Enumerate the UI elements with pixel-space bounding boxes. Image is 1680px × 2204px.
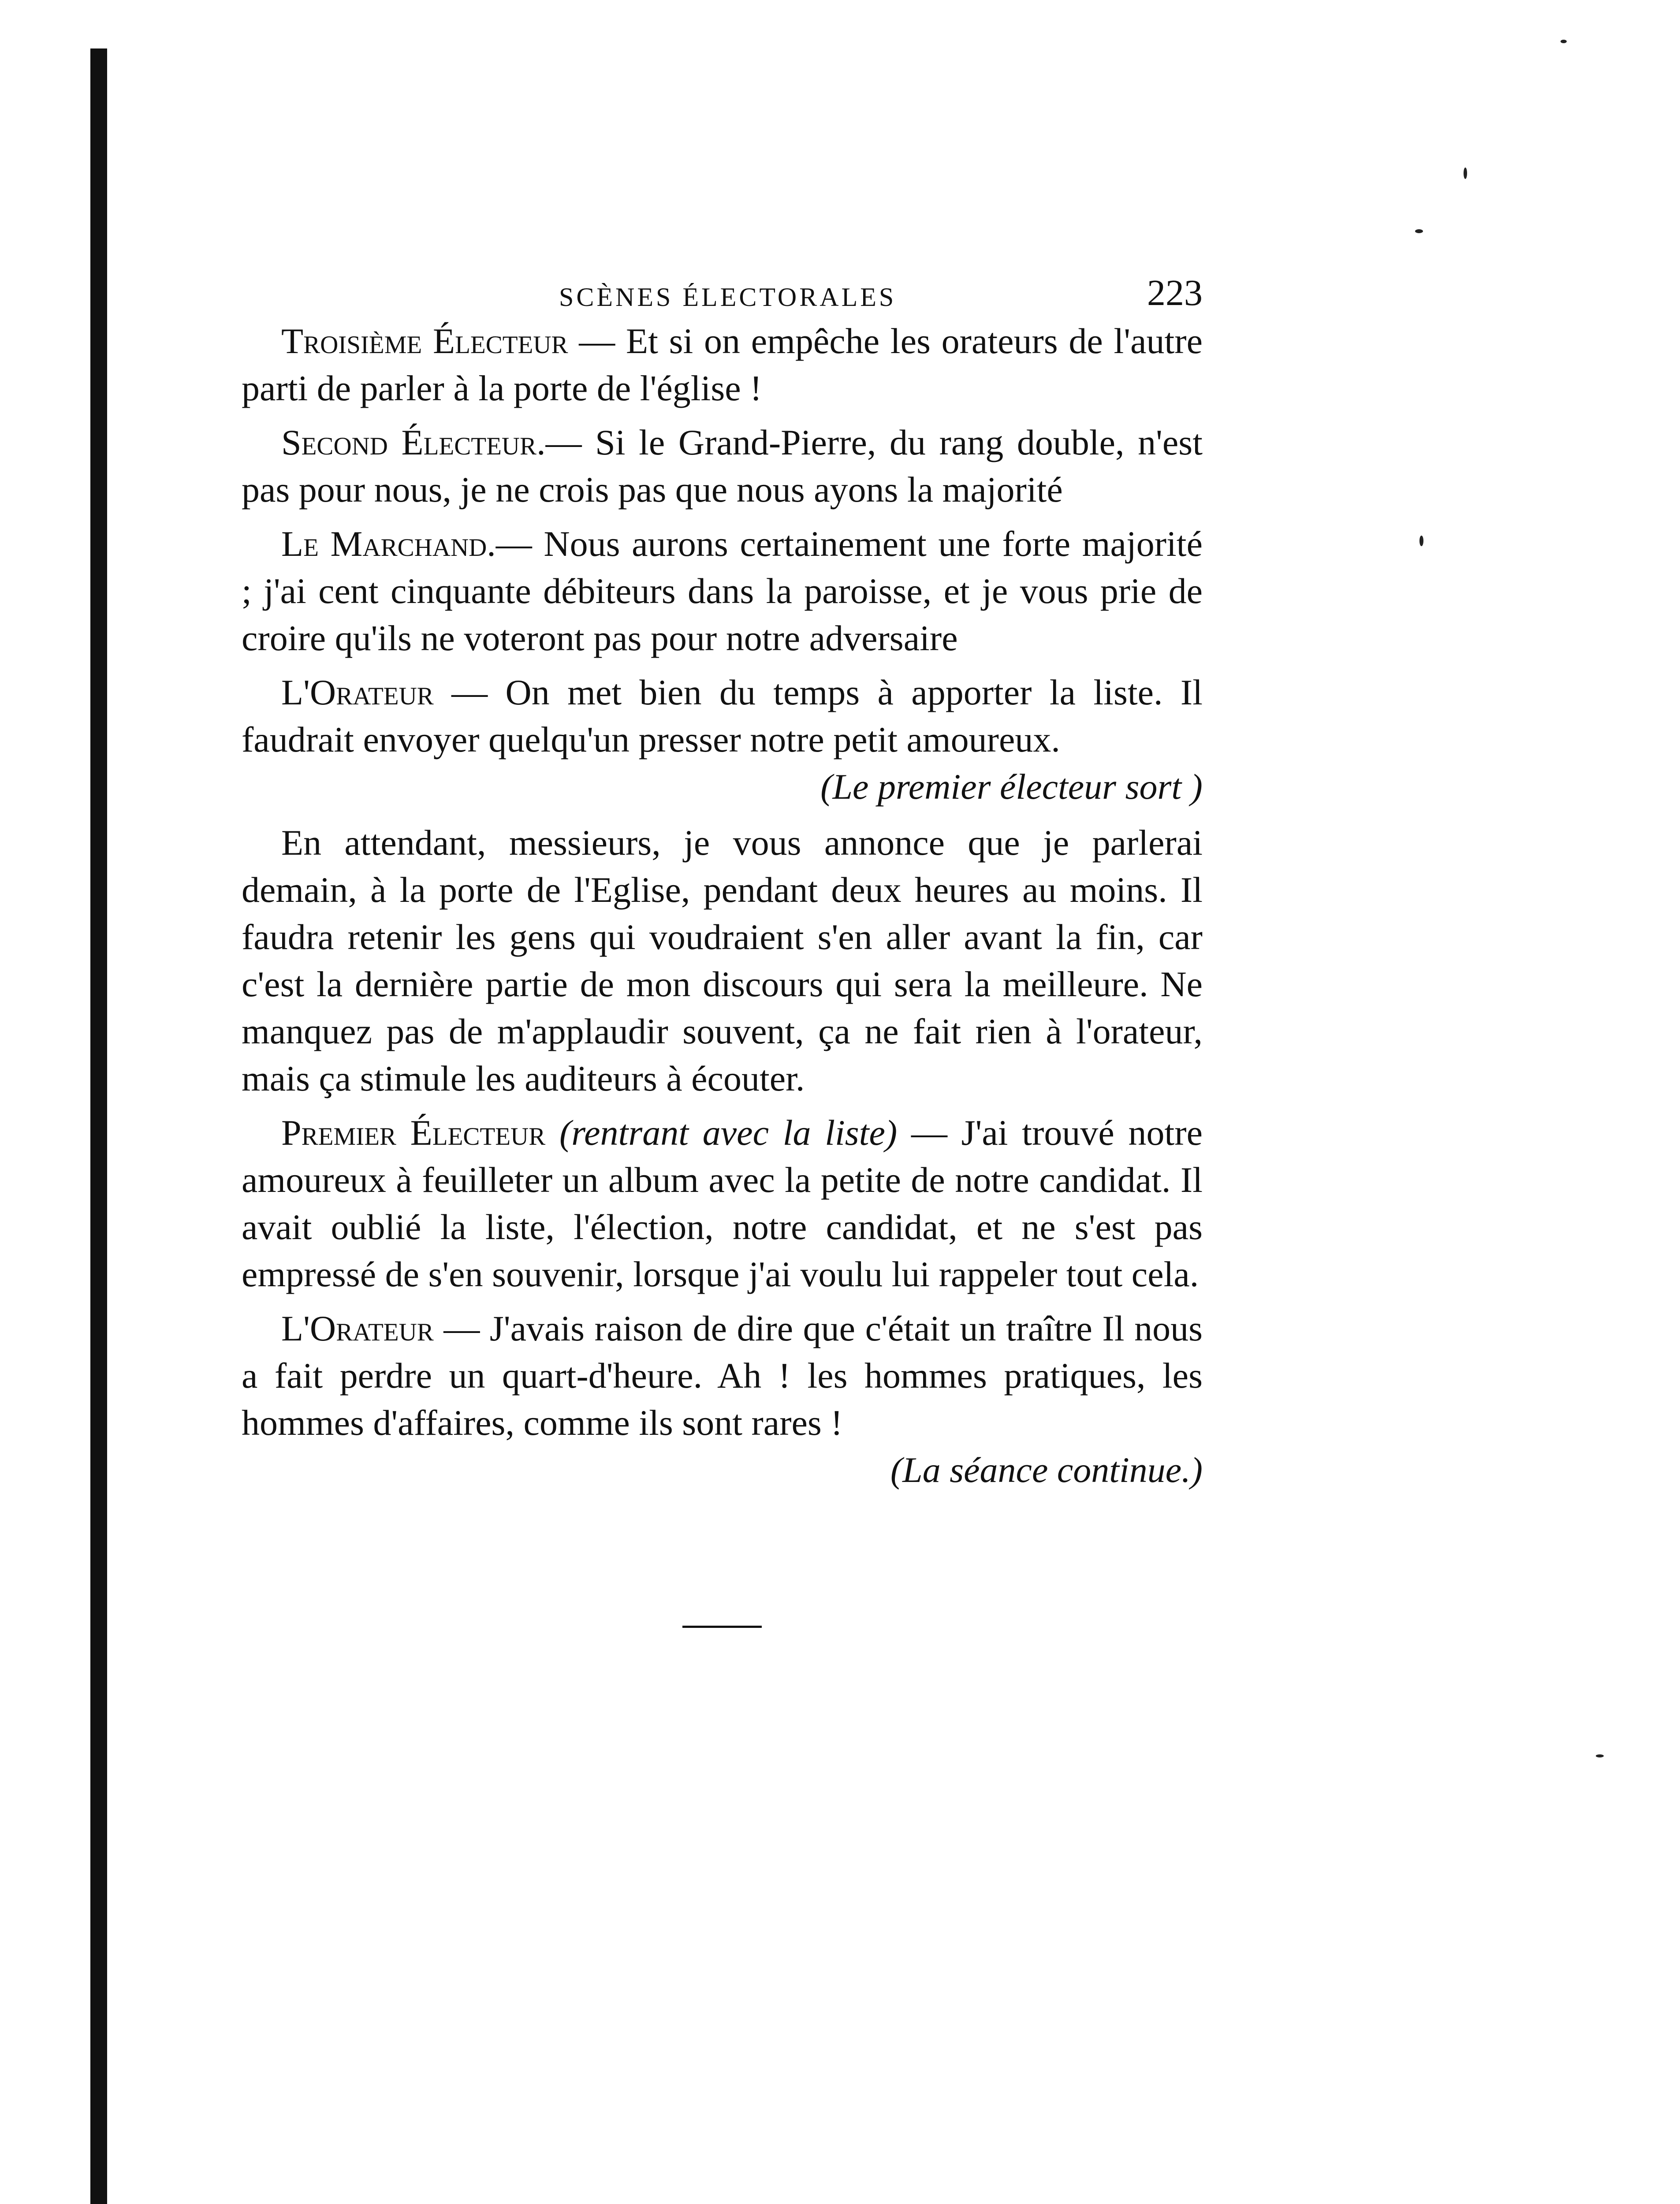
book-page (242, 264, 1203, 1628)
scan-speck (1415, 229, 1423, 233)
paragraph (242, 1305, 1203, 1446)
page-number: 223 (1147, 272, 1203, 313)
speaker-name: Le Marchand. (281, 524, 496, 564)
stage-direction: (Le premier électeur sort ) (820, 767, 1203, 807)
stage-direction: (La séance continue.) (890, 1450, 1203, 1490)
speaker-name: L'Orateur (281, 672, 434, 712)
speaker-name: L'Orateur (281, 1308, 434, 1348)
inline-stage-direction: (rentrant avec la liste) (559, 1113, 898, 1153)
paragraph-text: — Nous aurons certainement une forte majorité ; j'ai cent cinquante débiteurs dans la paroisse, et je vous prie de croire qu'ils ne voteront pas pour notre adversaire (242, 524, 1203, 658)
paragraph-text: — On met bien du temps à apporter la liste. Il faudrait envoyer quelqu'un presser notre petit amoureux. (242, 672, 1203, 759)
scan-edge-bar (90, 48, 107, 2204)
scan-speck (1596, 1754, 1604, 1757)
paragraph: En attendant, messieurs, je vous annonce que je parlerai demain, à la porte de l'Eglise, pendant deux heures au moins. Il faudra retenir les gens qui voudraient s'en aller avant la fin, car c'est la dernière partie de mon discours qui sera la meilleure. Ne manquez pas de m'applaudir souvent, ça ne fait rien à l'orateur, mais ça stimule les auditeurs à écouter. (242, 823, 1203, 1098)
paragraph-text: — Si le Grand-Pierre, du rang double, n'est pas pour nous, je ne crois pas que nous ayons la majorité (242, 422, 1203, 510)
paragraph-text: — J'avais raison de dire que c'était un traître Il nous a fait perdre un quart-d'heure. Ah ! les hommes pratiques, les hommes d'affaires, comme ils sont rares ! (242, 1308, 1203, 1443)
paragraph-text: — J'ai trouvé notre amoureux à feuilleter un album avec la petite de notre candidat. Il avait oublié la liste, l'élection, notre candidat, et ne s'est pas empressé de s'en souvenir, lorsque j'ai voulu lui rappeler tout cela. (242, 1113, 1203, 1294)
paragraph (242, 419, 1203, 513)
paragraph (242, 669, 1203, 763)
running-title: SCÈNES ÉLECTORALES (559, 283, 897, 312)
speaker-name: Troisième Électeur (281, 321, 568, 361)
end-rule (682, 1626, 762, 1628)
scan-speck (1464, 168, 1467, 179)
paragraph (242, 1109, 1203, 1298)
speaker-name: Premier Électeur (281, 1113, 546, 1153)
speaker-name: Second Électeur. (281, 422, 546, 462)
paragraph (242, 520, 1203, 662)
scan-speck (1419, 536, 1423, 546)
paragraph-text: — Et si on empêche les orateurs de l'autre parti de parler à la porte de l'église ! (242, 321, 1203, 408)
paragraph (242, 317, 1203, 412)
scan-speck (1561, 40, 1567, 43)
page-header (242, 264, 1203, 317)
